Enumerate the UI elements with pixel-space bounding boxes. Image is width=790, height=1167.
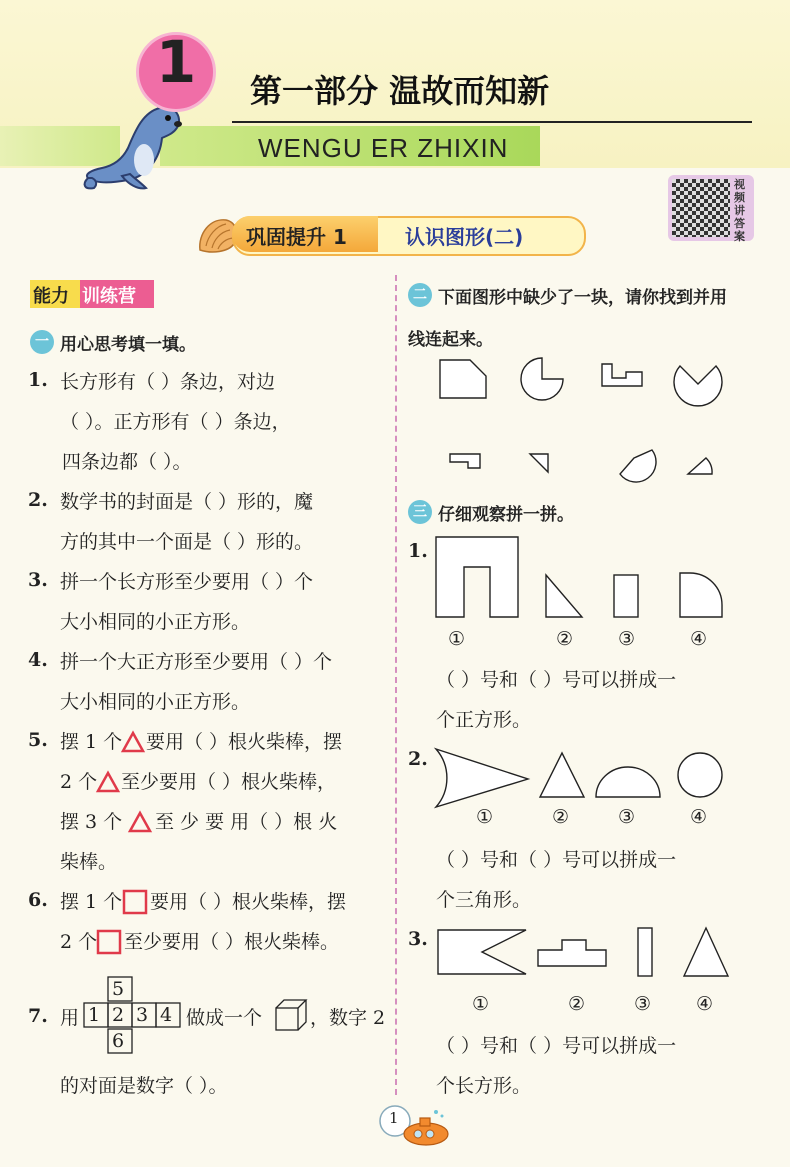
- p2-number: 2.: [408, 748, 428, 770]
- q7-text-a: 用: [60, 1007, 80, 1029]
- net-face-top: 5: [112, 978, 125, 1000]
- net-face-bottom: 6: [112, 1030, 125, 1052]
- cube-icon: [274, 998, 308, 1032]
- p2-label-1: ①: [476, 806, 494, 828]
- matchstick-square-icon: [122, 889, 148, 915]
- p1-label-1: ①: [448, 628, 466, 650]
- lesson-tag: 巩固提升 1: [246, 225, 347, 249]
- section-3-title: 仔细观察拼一拼。: [438, 505, 574, 525]
- submarine-icon: [402, 1108, 452, 1148]
- page-number: 1: [389, 1109, 399, 1127]
- unit-number: 1: [155, 28, 197, 96]
- q5-line-2b: 至少要用（ ）根火柴棒，: [121, 771, 337, 793]
- ability-badge-left: 能力: [33, 286, 69, 307]
- section-3-icon: 三: [408, 500, 432, 524]
- matchstick-square-icon: [96, 929, 122, 955]
- q5-line-3b: 至 少 要 用（ ）根 火: [155, 811, 338, 833]
- matchstick-triangle-icon: [128, 811, 152, 833]
- q1-line-2: （ ）。正方形有（ ）条边，: [60, 411, 291, 433]
- net-face-2: 2: [112, 1004, 125, 1026]
- q4-line-1: 拼一个大正方形至少要用（ ）个: [60, 651, 333, 673]
- section-1-icon: 一: [30, 330, 54, 354]
- q5-number: 5.: [28, 729, 48, 751]
- matchstick-triangle-icon: [96, 771, 120, 793]
- q2-line-2: 方的其中一个面是（ ）形的。: [60, 531, 314, 553]
- p1-label-3: ③: [618, 628, 636, 650]
- p2-label-2: ②: [552, 806, 570, 828]
- p1-label-2: ②: [556, 628, 574, 650]
- p3-label-1: ①: [472, 993, 490, 1015]
- q4-line-2: 大小相同的小正方形。: [60, 691, 251, 713]
- q4-number: 4.: [28, 649, 48, 671]
- missing-piece-shapes: [430, 350, 730, 490]
- net-face-4: 4: [160, 1004, 173, 1026]
- section-2-icon: 二: [408, 283, 432, 307]
- q2-number: 2.: [28, 489, 48, 511]
- column-divider: [395, 275, 397, 1095]
- q1-line-3: 四条边都（ ）。: [62, 451, 192, 473]
- net-face-1: 1: [88, 1004, 101, 1026]
- header-rule: [232, 121, 752, 123]
- section-2-title-line-1: 下面图形中缺少了一块，请你找到并用: [438, 288, 727, 308]
- q2-line-1: 数学书的封面是（ ）形的，魔: [60, 491, 314, 513]
- q7-text-b: 做成一个: [186, 1007, 263, 1029]
- p3-answer-line-1: （ ）号和（ ）号可以拼成一: [436, 1035, 677, 1057]
- q6-line-1b: 要用（ ）根火柴棒，摆: [150, 891, 347, 913]
- p1-number: 1.: [408, 540, 428, 562]
- seal-mascot-icon: [82, 98, 192, 198]
- p1-label-4: ④: [690, 628, 708, 650]
- p2-answer-line-2: 个三角形。: [436, 889, 532, 911]
- section-1-title: 用心思考填一填。: [60, 335, 196, 355]
- p3-label-2: ②: [568, 993, 586, 1015]
- lesson-title: 认识图形(二): [405, 225, 524, 249]
- p2-shapes: [432, 745, 732, 810]
- p3-shapes: [434, 922, 734, 982]
- p2-label-3: ③: [618, 806, 636, 828]
- p1-answer-line-1: （ ）号和（ ）号可以拼成一: [436, 669, 677, 691]
- matchstick-triangle-icon: [121, 731, 145, 753]
- p1-shapes: [430, 535, 730, 620]
- qr-code-icon[interactable]: [672, 179, 730, 237]
- p3-number: 3.: [408, 928, 428, 950]
- q6-line-2b: 至少要用（ ）根火柴棒。: [124, 931, 340, 953]
- p2-label-4: ④: [690, 806, 708, 828]
- q6-number: 6.: [28, 889, 48, 911]
- ability-badge-right: 训练营: [82, 286, 136, 307]
- q5-line-1a: 摆 1 个: [60, 731, 123, 753]
- q7-line-2: 的对面是数字（ ）。: [60, 1075, 228, 1097]
- net-face-3: 3: [136, 1004, 149, 1026]
- part-title: 第一部分 温故而知新: [250, 72, 550, 110]
- q3-number: 3.: [28, 569, 48, 591]
- q3-line-2: 大小相同的小正方形。: [60, 611, 251, 633]
- part-pinyin: WENGU ER ZHIXIN: [258, 133, 509, 163]
- p3-label-4: ④: [696, 993, 714, 1015]
- q6-line-2a: 2 个: [60, 931, 98, 953]
- section-2-title-line-2: 线连起来。: [408, 330, 493, 350]
- p3-label-3: ③: [634, 993, 652, 1015]
- q1-number: 1.: [28, 369, 48, 391]
- q5-line-2a: 2 个: [60, 771, 98, 793]
- q3-line-1: 拼一个长方形至少要用（ ）个: [60, 571, 314, 593]
- q5-line-3a: 摆 3 个: [60, 811, 123, 833]
- p1-answer-line-2: 个正方形。: [436, 709, 532, 731]
- qr-code-label: 视频讲答案: [734, 178, 745, 243]
- p2-answer-line-1: （ ）号和（ ）号可以拼成一: [436, 849, 677, 871]
- q6-line-1a: 摆 1 个: [60, 891, 123, 913]
- q5-line-4: 柴棒。: [60, 851, 118, 873]
- q1-line-1: 长方形有（ ）条边，对边: [60, 371, 276, 393]
- p3-answer-line-2: 个长方形。: [436, 1075, 532, 1097]
- q5-line-1b: 要用（ ）根火柴棒，摆: [146, 731, 343, 753]
- q7-text-c: ，数字 2: [310, 1007, 386, 1029]
- q7-number: 7.: [28, 1005, 48, 1027]
